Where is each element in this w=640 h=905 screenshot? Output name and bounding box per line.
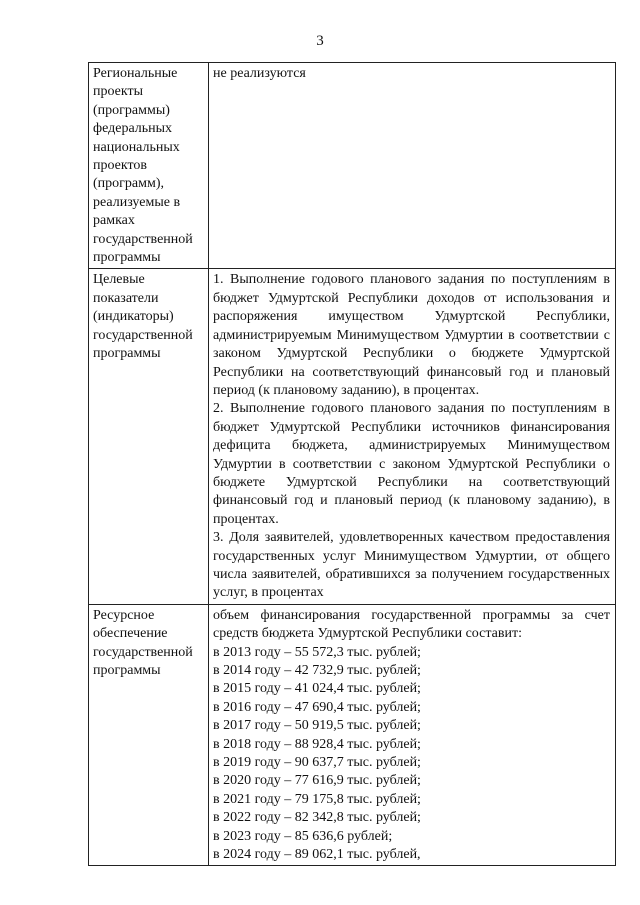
table-row-regional-projects bbox=[89, 63, 616, 269]
table-row-target-indicators bbox=[89, 269, 616, 604]
value-target-indicators bbox=[209, 269, 616, 604]
label-target-indicators: Целевые показатели (индикаторы) государственной программы bbox=[89, 269, 209, 604]
funding-year-2014: в 2014 году – 42 732,9 тыс. рублей; bbox=[213, 663, 421, 678]
funding-year-2021: в 2021 году – 79 175,8 тыс. рублей; bbox=[213, 791, 421, 807]
funding-year-2015: в 2015 году – 41 024,4 тыс. рублей; bbox=[213, 681, 421, 697]
funding-year-2013: в 2013 году – 55 572,3 тыс. рублей; bbox=[213, 644, 421, 660]
page-number: 3 bbox=[316, 33, 324, 49]
funding-year-2018: в 2018 году – 88 928,4 тыс. рублей; bbox=[213, 736, 421, 752]
indicator-item-3: 3. Доля заявителей, удовлетворенных качеством предоставления государственных услуг Минимуществом Удмуртии, от общего числа заявителей, обратившихся за получением государственных услуг, в процентах bbox=[213, 530, 610, 601]
funding-year-2019: в 2019 году – 90 637,7 тыс. рублей; bbox=[213, 755, 421, 771]
indicator-item-1: 1. Выполнение годового планового задания по поступлениям в бюджет Удмуртской Республики доходов от использования и распоряжения имуществом Удмуртской Республики, администрируемым Минимуществом Удмуртии в соответствии с законом Удмуртской Республики о бюджете Удмуртской Республики на соответствующий финансовый год и плановый период (к плановому заданию), в процентах. bbox=[213, 272, 610, 398]
indicator-item-2: 2. Выполнение годового планового задания по поступлениям в бюджет Удмуртской Республики источников финансирования дефицита бюджета, администрируемых Минимуществом Удмуртии в соответствии с законом Удмуртской Республики о бюджете Удмуртской Республики на соответствующий финансовый год и плановый период (к плановому заданию), в процентах. bbox=[213, 401, 610, 527]
funding-year-2020: в 2020 году – 77 616,9 тыс. рублей; bbox=[213, 773, 421, 789]
table-row-resource-provision bbox=[89, 604, 616, 866]
program-passport-table bbox=[88, 62, 616, 866]
value-resource-provision bbox=[209, 604, 616, 866]
funding-year-2016: в 2016 году – 47 690,4 тыс. рублей; bbox=[213, 699, 421, 715]
label-resource-provision: Ресурсное обеспечение государственной программы bbox=[89, 604, 209, 866]
funding-intro: объем финансирования государственной программы за счет средств бюджета Удмуртской Республики составит: bbox=[213, 607, 610, 642]
label-regional-projects: Региональные проекты (программы) федеральных национальных проектов (программ), реализуемые в рамках государственной программы bbox=[89, 63, 209, 269]
funding-year-2017: в 2017 году – 50 919,5 тыс. рублей; bbox=[213, 718, 421, 734]
value-regional-projects: не реализуются bbox=[209, 63, 616, 269]
funding-year-2022: в 2022 году – 82 342,8 тыс. рублей; bbox=[213, 810, 421, 826]
funding-year-2023: в 2023 году – 85 636,6 рублей; bbox=[213, 828, 393, 844]
funding-year-2024: в 2024 году – 89 062,1 тыс. рублей, bbox=[213, 847, 421, 863]
